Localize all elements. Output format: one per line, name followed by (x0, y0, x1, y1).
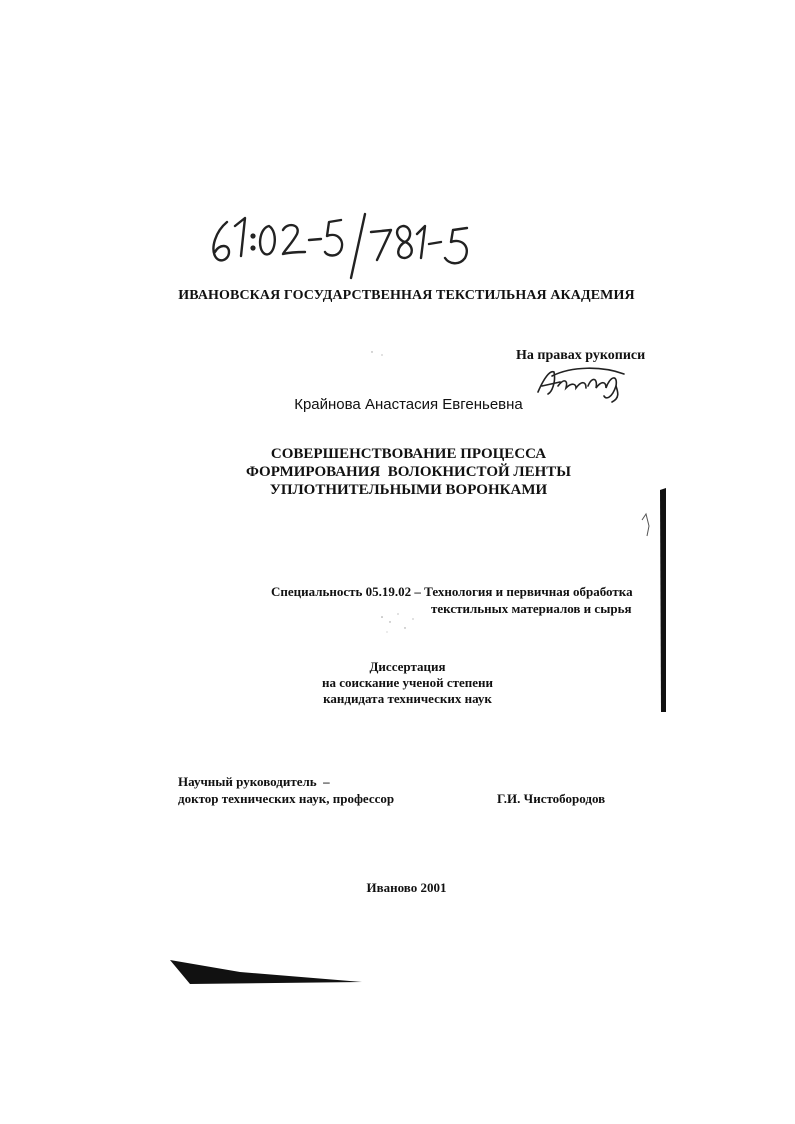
rights-note: На правах рукописи (516, 348, 646, 363)
handwritten-code-image (205, 212, 495, 282)
specialty-line-1: Специальность 05.19.02 – Технология и первичная обработка (271, 584, 633, 599)
supervisor-name: Г.И. Чистобородов (497, 791, 606, 806)
degree-line-1: Диссертация (369, 659, 446, 674)
scan-speck (642, 514, 649, 536)
title-line-2: ФОРМИРОВАНИЯ ВОЛОКНИСТОЙ ЛЕНТЫ (245, 464, 572, 480)
supervisor-label-line-1: Научный руководитель – (178, 774, 330, 789)
dissertation-title (0, 445, 795, 499)
dissertation-degree (0, 659, 795, 707)
title-line-1: СОВЕРШЕНСТВОВАНИЕ ПРОЦЕССА (270, 446, 547, 462)
city-year: Иваново 2001 (366, 880, 447, 895)
supervisor-label-line-2: доктор технических наук, профессор (178, 791, 395, 806)
institution-name: ИВАНОВСКАЯ ГОСУДАРСТВЕННАЯ ТЕКСТИЛЬНАЯ АКАДЕМИЯ (178, 288, 635, 303)
specialty-line-2: текстильных материалов и сырья (431, 601, 632, 616)
title-line-3: УПЛОТНИТЕЛЬНЫМИ ВОРОНКАМИ (269, 482, 548, 498)
author-name: Крайнова Анастасия Евгеньевна (294, 396, 523, 413)
degree-line-2: на соискание ученой степени (321, 675, 494, 690)
scan-shadow-bottom (170, 960, 362, 984)
degree-line-3: кандидата технических наук (323, 691, 492, 706)
handwritten-archive-code (205, 212, 495, 282)
